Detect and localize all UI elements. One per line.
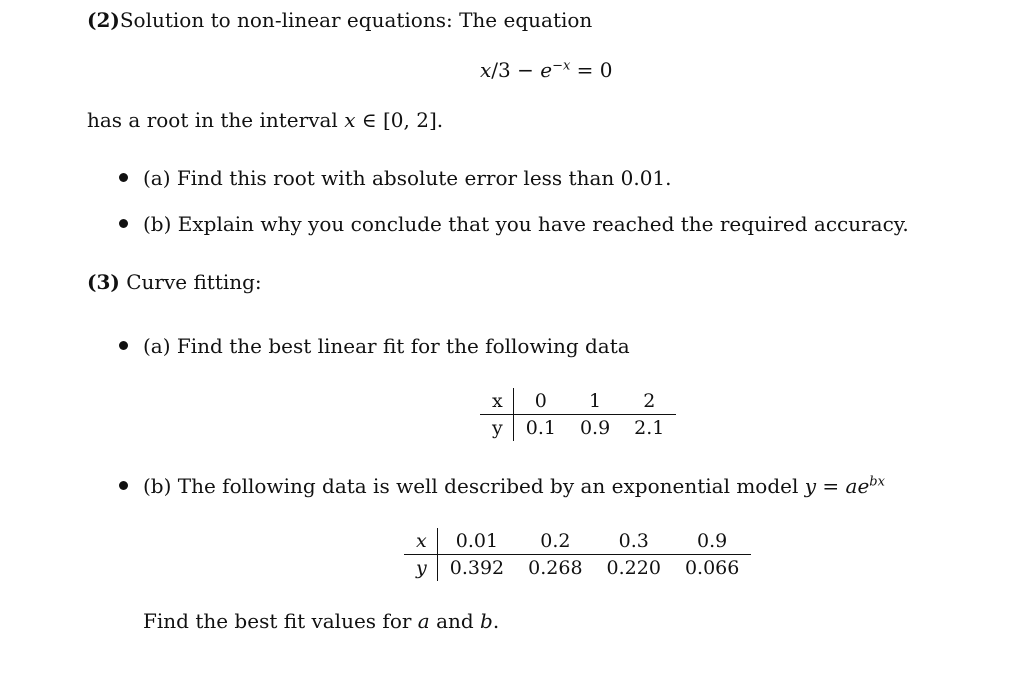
equation-exp: −x — [552, 58, 571, 74]
table-cell: 0.2 — [516, 528, 594, 555]
final-b: b — [480, 609, 493, 633]
section-2-heading — [87, 8, 592, 32]
table-cell: 0.01 — [437, 528, 516, 555]
table-row — [404, 528, 751, 555]
model-exp: bx — [869, 474, 885, 490]
table-cell: 0.066 — [684, 557, 740, 579]
table-row — [480, 388, 676, 415]
data-table-linear — [480, 388, 676, 441]
interval-prefix: has a root in the interval — [87, 108, 345, 132]
model-ae: ae — [845, 474, 870, 498]
equation — [480, 58, 613, 82]
table-cell: 0.392 — [449, 557, 505, 579]
model-eq: = — [816, 474, 846, 498]
table-x-label: x — [404, 528, 437, 555]
table-y-label: y — [480, 415, 513, 442]
table-cell: 0.1 — [525, 417, 556, 439]
table-cell: 0.268 — [528, 557, 583, 579]
bullet-icon — [119, 219, 128, 228]
interval-var: x — [344, 108, 356, 132]
item-3a: (a) Find the best linear fit for the following data — [143, 334, 630, 358]
table-cell: 0.3 — [595, 528, 673, 555]
table-row — [404, 555, 751, 582]
table-cell: 0.220 — [606, 557, 661, 579]
item-3b-text: (b) The following data is well described by an exponential model — [143, 474, 805, 498]
table-cell: 2 — [622, 388, 676, 415]
equation-e: e — [540, 58, 553, 82]
equation-rhs: = 0 — [570, 58, 613, 82]
table-cell: 1 — [568, 388, 622, 415]
item-2a: (a) Find this root with absolute error less than 0.01. — [143, 166, 672, 190]
interval-suffix: ∈ [0, 2]. — [355, 108, 444, 132]
model-lhs: y — [804, 474, 817, 498]
item-3b — [143, 474, 885, 498]
section-3-heading — [87, 270, 262, 294]
data-table-exponential — [404, 528, 751, 581]
section-2-number: (2) — [87, 8, 120, 32]
section-3-title: Curve fitting: — [119, 270, 262, 294]
bullet-icon — [119, 173, 128, 182]
section-3-number: (3) — [87, 270, 120, 294]
section-2-title: Solution to non-linear equations: The equation — [119, 8, 593, 32]
interval-line — [87, 108, 443, 132]
final-a: a — [417, 609, 430, 633]
table-cell: 0.9 — [673, 528, 751, 555]
bullet-icon — [119, 481, 128, 490]
table-cell: 2.1 — [634, 417, 665, 439]
table-row — [480, 415, 676, 442]
item-2b: (b) Explain why you conclude that you have reached the required accuracy. — [143, 212, 909, 236]
table-y-label: y — [404, 555, 437, 582]
table-cell: 0.9 — [579, 417, 611, 439]
equation-mid: /3 − — [491, 58, 541, 82]
final-prefix: Find the best fit values for — [143, 609, 418, 633]
table-x-label: x — [480, 388, 513, 415]
final-mid: and — [429, 609, 481, 633]
bullet-icon — [119, 341, 128, 350]
final-instruction — [143, 609, 499, 633]
final-suffix: . — [492, 609, 500, 633]
equation-var: x — [480, 58, 492, 82]
table-cell: 0 — [513, 388, 568, 415]
